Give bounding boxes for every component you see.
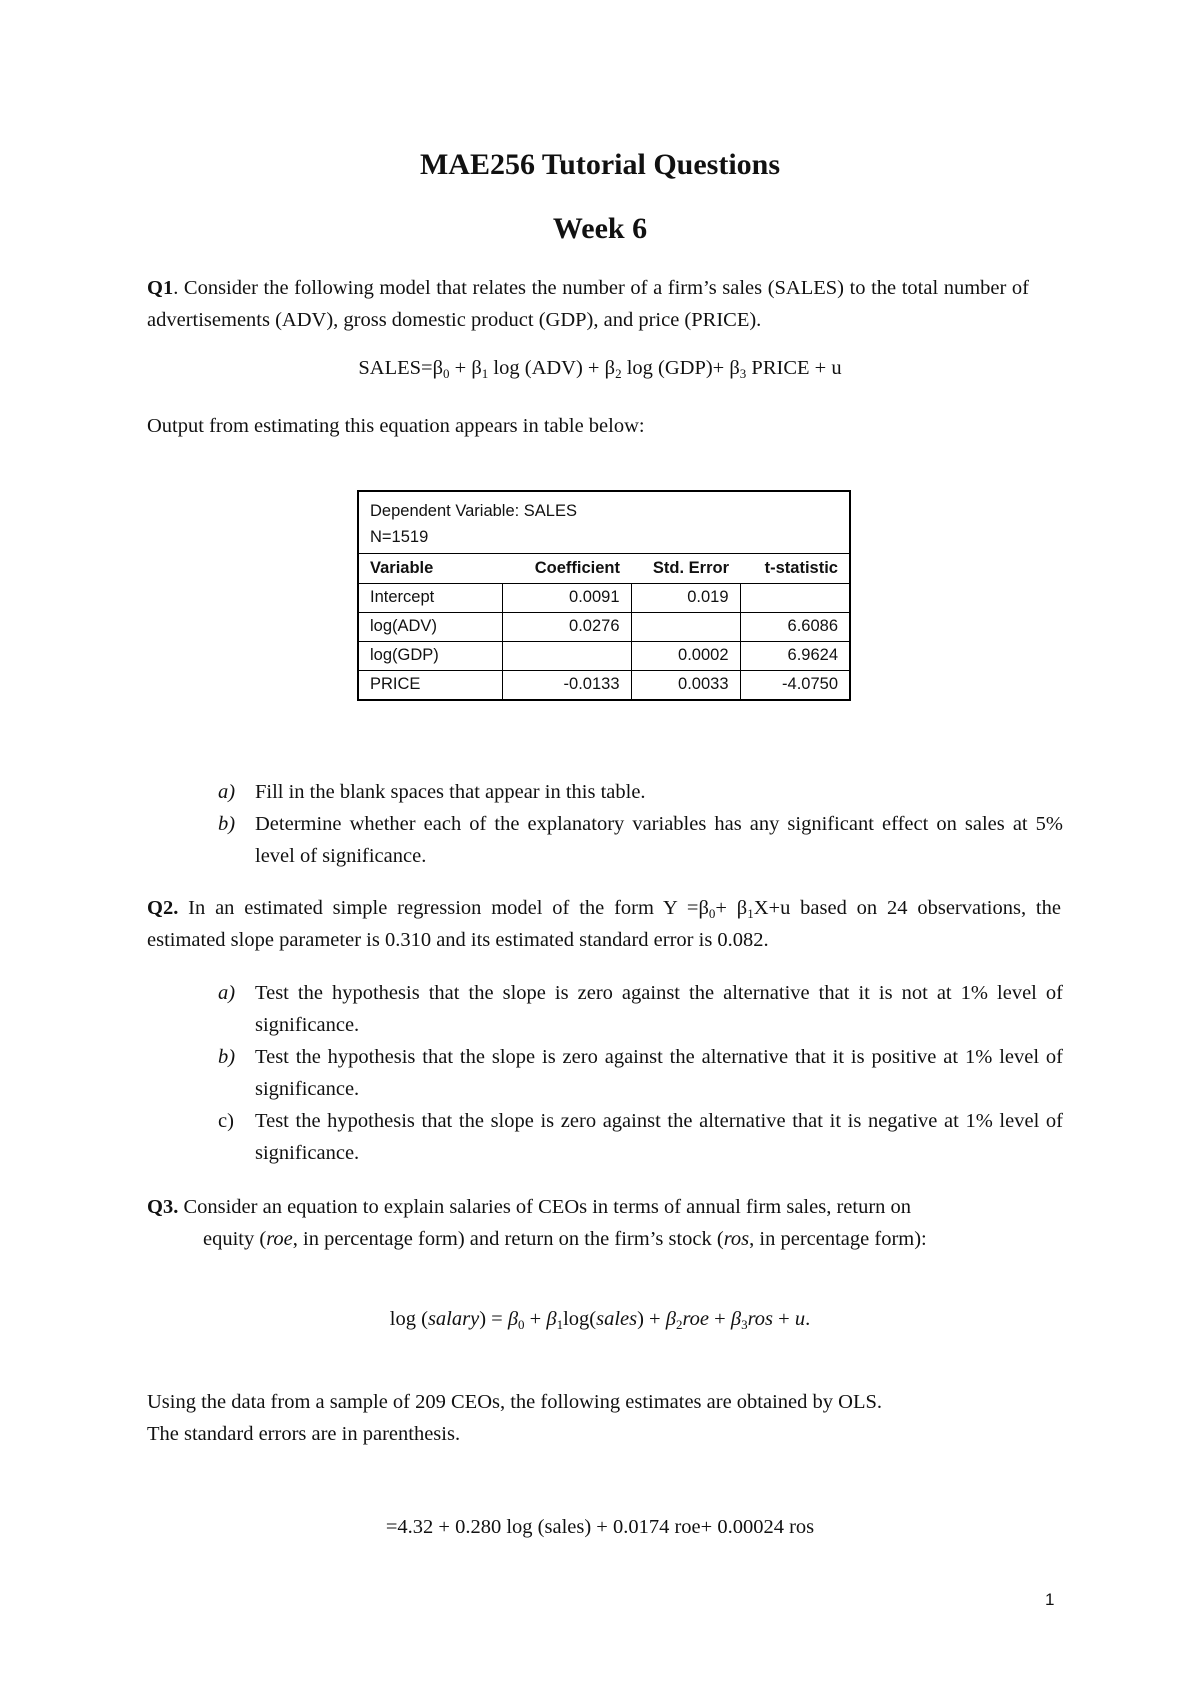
eq-sub: 0 [518,1317,525,1332]
q1-item-b [218,808,1063,872]
q1-paragraph [147,272,1029,336]
table-cell: -4.0750 [740,670,849,699]
eq-part: + [524,1308,547,1330]
eq-sub: 2 [615,366,622,381]
item-label: c) [218,1110,234,1132]
q3-text: Consider an equation to explain salaries of CEOs in terms of annual firm sales, return on [178,1196,912,1218]
table-row [359,670,849,699]
table-header-box [359,492,849,554]
q2-item-a [218,977,1063,1041]
eq-var: β [546,1308,557,1330]
eq-var: salary [427,1308,480,1330]
eq-sub: 3 [741,1317,748,1332]
table-cell: 0.0276 [502,612,631,641]
regression-table [357,490,851,701]
q3-estimate: =4.32 + 0.280 log (sales) + 0.0174 roe+ 0.00024 ros [385,1516,815,1538]
table-cell: 0.0033 [631,670,740,699]
eq-sub: 3 [739,366,747,381]
table-cell: 0.0091 [502,583,631,612]
eq-part: ) + [637,1308,666,1330]
eq-sub: 0 [443,366,450,381]
q3-var: ros [723,1228,750,1250]
table-cell: 0.019 [631,583,740,612]
q2-paragraph [147,892,1061,956]
eq-var: ros [747,1308,774,1330]
dependent-variable: Dependent Variable: SALES [370,502,577,520]
q1-output-intro: Output from estimating this equation appears in table below: [147,415,645,437]
eq-var: roe [682,1308,710,1330]
q2-item-c [218,1105,1063,1169]
table-cell: Intercept [359,583,502,612]
eq-part: log (GDP)+ β [621,357,740,379]
table-row [359,641,849,670]
eq-part: log (ADV) + β [488,357,616,379]
table-cell: log(GDP) [359,641,502,670]
table-row [359,612,849,641]
column-header: Coefficient [534,558,620,577]
eq-sub: 1 [747,906,754,921]
eq-sub: 1 [481,366,489,381]
eq-part: SALES=β [358,357,444,379]
column-header: t-statistic [764,558,838,577]
item-text: Test the hypothesis that the slope is zero against the alternative that it is not at 1% level of significance. [255,982,1063,1036]
page-subtitle: Week 6 [552,212,648,245]
item-text: Determine whether each of the explanatory variables has any significant effect on sales at 5% level of significance. [255,813,1063,867]
eq-sub: 0 [708,906,716,921]
item-label: b) [218,813,236,835]
eq-part: + [773,1308,795,1330]
eq-part: + [709,1308,731,1330]
q3-line-2 [203,1223,927,1255]
q3-line-1 [147,1191,1067,1223]
column-header: Std. Error [652,558,729,577]
item-label: a) [218,781,236,803]
q2-text: + β [715,897,748,919]
eq-part: log ( [389,1308,428,1330]
eq-var: β [730,1308,742,1330]
q2-text: X+u based on 24 observations, the estimated slope parameter is 0.310 and its estimated standard error is 0.082. [147,897,1061,951]
sample-size: N=1519 [370,528,429,546]
eq-var: β [665,1308,676,1330]
page-number: 1 [1045,1590,1055,1609]
item-text: Test the hypothesis that the slope is zero against the alternative that it is negative at 1% level of significance. [255,1110,1063,1164]
table-column-headers [359,554,849,583]
table-cell: 6.6086 [740,612,849,641]
eq-part: PRICE + u [746,357,842,379]
column-header: Variable [370,558,434,577]
q3-var: roe [266,1228,293,1250]
eq-var: β [507,1308,519,1330]
q3-text: equity ( [203,1228,267,1250]
table-cell: PRICE [359,670,502,699]
table-cell: 6.9624 [740,641,849,670]
eq-sub: 2 [675,1317,683,1332]
eq-part: ) = [479,1308,508,1330]
table-cell [631,612,740,641]
table-row [359,583,849,612]
eq-part: . [805,1308,811,1330]
q3-data-line-2: The standard errors are in parenthesis. [147,1423,461,1445]
table-cell [740,583,849,612]
q3-text: , in percentage form): [749,1228,927,1250]
q1-equation [0,357,1200,380]
eq-var: sales [596,1308,638,1330]
table-cell: 0.0002 [631,641,740,670]
q1-label: Q1 [147,277,174,299]
item-label: a) [218,982,236,1004]
item-text: Test the hypothesis that the slope is zero against the alternative that it is positive at 1% level of significance. [255,1046,1063,1100]
q3-equation [0,1308,1200,1331]
table-cell [502,641,631,670]
table-cell: -0.0133 [502,670,631,699]
page-title: MAE256 Tutorial Questions [419,148,781,181]
q1-text: . Consider the following model that relates the number of a firm’s sales (SALES) to the total number of advertisements (ADV), gross domestic product (GDP), and price (PRICE). [147,277,1029,331]
item-text: Fill in the blank spaces that appear in this table. [255,781,646,803]
q3-data-line-1: Using the data from a sample of 209 CEOs, the following estimates are obtained by OLS. [147,1391,882,1413]
item-label: b) [218,1046,236,1068]
q3-label: Q3. [147,1196,179,1218]
table-cell: log(ADV) [359,612,502,641]
q2-label: Q2. [147,897,179,919]
q2-item-b [218,1041,1063,1105]
eq-part: log( [563,1308,597,1330]
q2-text: In an estimated simple regression model of the form Y =β [178,897,709,919]
eq-var: u [794,1308,806,1330]
q3-text: , in percentage form) and return on the firm’s stock ( [292,1228,724,1250]
eq-sub: 1 [556,1317,564,1332]
q1-item-a [218,776,1063,808]
eq-part: + β [449,357,482,379]
